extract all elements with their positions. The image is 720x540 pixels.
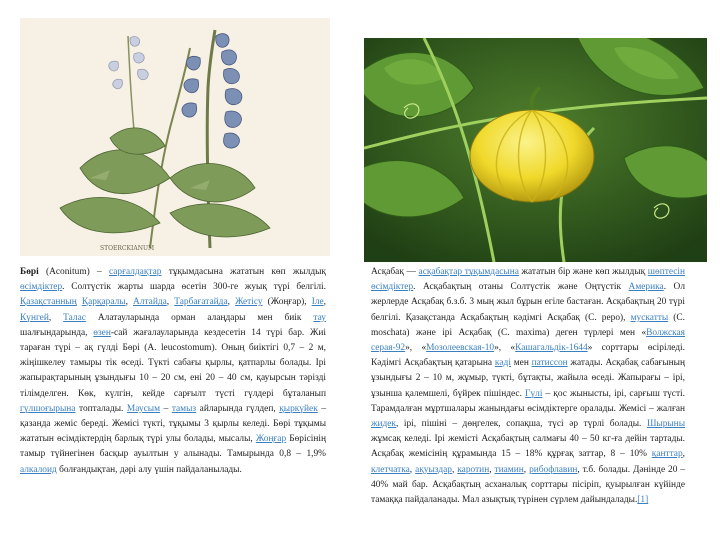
article-link[interactable]: каротин: [457, 464, 490, 475]
article-text: . Солтүстік жарты шарда өсетін 300-ге жуық түрі белгілі.: [62, 282, 326, 293]
illustration-caption: STOERCKIANUM: [100, 245, 155, 252]
article-link[interactable]: Жоңғар: [255, 434, 287, 445]
article-text: (Aconitum) –: [38, 267, 109, 277]
article-link[interactable]: Жетісу: [235, 297, 263, 308]
article-link[interactable]: шөптесін өсімдіктер: [371, 267, 685, 293]
article-link[interactable]: [1]: [637, 495, 649, 506]
article-text: – қос жынысты, ірі, сарғыш түсті. Тарамдалған мұртшалары жанындағы өсімдіктерге оралады. Жемісі – жалған: [371, 388, 685, 414]
article-link[interactable]: Талас: [63, 312, 86, 323]
article-text: ,: [227, 297, 236, 308]
article-text: (Жоңғар),: [262, 297, 312, 308]
pumpkin-photo: [364, 38, 707, 262]
article-link[interactable]: Алтайда: [133, 297, 167, 308]
article-link[interactable]: алкалоид: [20, 464, 57, 475]
article-link[interactable]: ақуыздар: [415, 464, 452, 475]
article-text: шалғындарында,: [20, 327, 94, 338]
article-link[interactable]: өзен: [93, 327, 111, 338]
article-link[interactable]: өсімдіктер: [20, 282, 63, 293]
article-link[interactable]: Мозолеевская-10: [426, 343, 495, 354]
article-text: Бөрісінің тамыр түйнегінен басқыр ауылтын у алынады. Тамырында 0,8 – 1,9%: [20, 434, 326, 460]
aconitum-illustration: [20, 18, 330, 256]
article-link[interactable]: мускатты: [630, 312, 669, 323]
article-text: топталады.: [75, 403, 127, 414]
article-text: », «: [494, 343, 516, 354]
article-link[interactable]: қанттар: [651, 449, 683, 460]
article-link[interactable]: Америка: [628, 282, 664, 293]
article-text: жатады. Асқабақ сабағының ұзындығы 2 – 10 м, жұмыр, түкті, бұтақты, жайыла өседі. Жапырағы – ірі, ұзынша қалемшелі, бүйрек пішіндес.: [371, 358, 685, 399]
article-text: ,: [682, 449, 685, 460]
article-text: , т.б. болады. Дәнінде 20 – 40% май бар. Асқабақтың асханалық сорттары пісіріп, қуырылған күйінде тамаққа пайдаланады. Мал азықтық түрінен сүрлем дайындалады.: [371, 464, 686, 506]
article-link[interactable]: асқабақтар тұқымдасына: [418, 267, 519, 277]
article-link[interactable]: Гүлі: [525, 388, 543, 399]
article-text: ,: [166, 297, 175, 308]
article-link[interactable]: Тарбағатайда: [174, 297, 228, 308]
article-link[interactable]: Қазақстанның: [20, 297, 77, 308]
article-text: Алатауларында орман алаңдары мен биік: [85, 312, 314, 323]
article-link[interactable]: кәді: [494, 358, 511, 369]
article-text: ,: [125, 297, 134, 308]
article-text: -сай жағалауларында кездесетін 14 түрі бар. Жиі тараған түрі – ақ гүлді Бөрі (A. leucostomum). Оның биіктігі 0,7 – 2 м, жіңішкелеу тамыры тік өседі. Түкті сабағы қырлы, қатпарлы болады. Ірі жапырақтарының ұзындығы 10 – 20 см, ені 20 – 40 см, қауырсын тәрізді тілімделген. Көк, күлгін, кейде сарғылт түсті гүлдері бұталанып: [20, 327, 327, 399]
article-text: –: [160, 403, 172, 414]
article-text: ,: [523, 464, 530, 475]
article-text: , ірі, пішіні – дөңгелек, сопақша, түсі әр түрлі болады.: [395, 419, 647, 430]
article-text: ,: [48, 312, 64, 323]
article-link[interactable]: Шырыны: [646, 419, 685, 430]
article-link[interactable]: патиссон: [531, 358, 568, 369]
article-text: (C. moschata) және ірі Асқабақ (C. maxima) деген түрлері мен «: [371, 312, 685, 338]
article-text: мен: [510, 358, 532, 369]
article-text: ,: [489, 464, 495, 475]
article-text: . Асқабақтың отаны Солтүстік және Оңтүстік: [413, 282, 629, 293]
article-link[interactable]: Қарқаралы: [81, 297, 126, 308]
article-link[interactable]: жидек: [371, 419, 396, 430]
article-link[interactable]: гүлшоғырына: [20, 403, 76, 414]
article-text: ,: [409, 464, 416, 475]
article-link[interactable]: тау: [313, 312, 326, 323]
article-link[interactable]: қыркүйек: [279, 403, 318, 414]
article-text: » сорттары өсіріледі. Кәдімгі Асқабақтың қатарына: [371, 343, 686, 369]
article-link[interactable]: Кашагальдік-1644: [515, 343, 588, 354]
article-link[interactable]: рибофлавин: [529, 464, 578, 475]
pumpkin-article: [371, 265, 685, 508]
article-term: Бөрі: [20, 267, 39, 277]
article-text: – қазанда жеміс береді. Жемісі түкті, тұқымы 3 қырлы келеді. Бөрі тұқымы жататын өсімдіктердің барлық түрі улы болады, мысалы,: [20, 403, 326, 445]
article-text: ,: [323, 297, 327, 308]
article-link[interactable]: Маусым: [126, 403, 161, 414]
article-text: болғандықтан, дәрі алу үшін пайдаланылады.: [56, 464, 242, 475]
pumpkin-image: [364, 38, 707, 262]
article-text: . Ол жерлерде Асқабақ б.з.б. 3 мың жыл бұрын егіле бастаған. Асқабақтың 20 түрі белгілі. Қазақстанда Асқабақтың кәдімгі Асқабақ (C. pepo),: [371, 282, 685, 323]
article-link[interactable]: тамыз: [171, 403, 197, 414]
aconitum-article: [20, 265, 326, 478]
article-link[interactable]: Іле: [311, 297, 324, 308]
article-link[interactable]: сарғалдақтар: [109, 267, 162, 277]
article-text: тұқымдасына жататын көп жылдық: [161, 267, 326, 277]
article-link[interactable]: клетчатка: [371, 464, 410, 475]
article-link[interactable]: Волжская серая-92: [371, 327, 685, 354]
article-text: Асқабақ —: [371, 267, 419, 277]
article-link[interactable]: Күнгей: [20, 312, 49, 323]
article-text: жататын бір және көп жылдық: [518, 267, 648, 277]
article-text: айларында гүлдеп,: [196, 403, 280, 414]
article-text: », «: [405, 343, 427, 354]
article-link[interactable]: тиамин: [494, 464, 524, 475]
article-text: ,: [451, 464, 458, 475]
article-text: жұмсақ келеді. Ірі жемісті Асқабақтың салмағы 40 – 50 кг-ға дейін тартады. Асқабақ жемісінің құрамында 15 – 18% құрғақ заттар, 8 – 10%: [371, 434, 685, 460]
aconitum-drawing: [20, 18, 330, 256]
